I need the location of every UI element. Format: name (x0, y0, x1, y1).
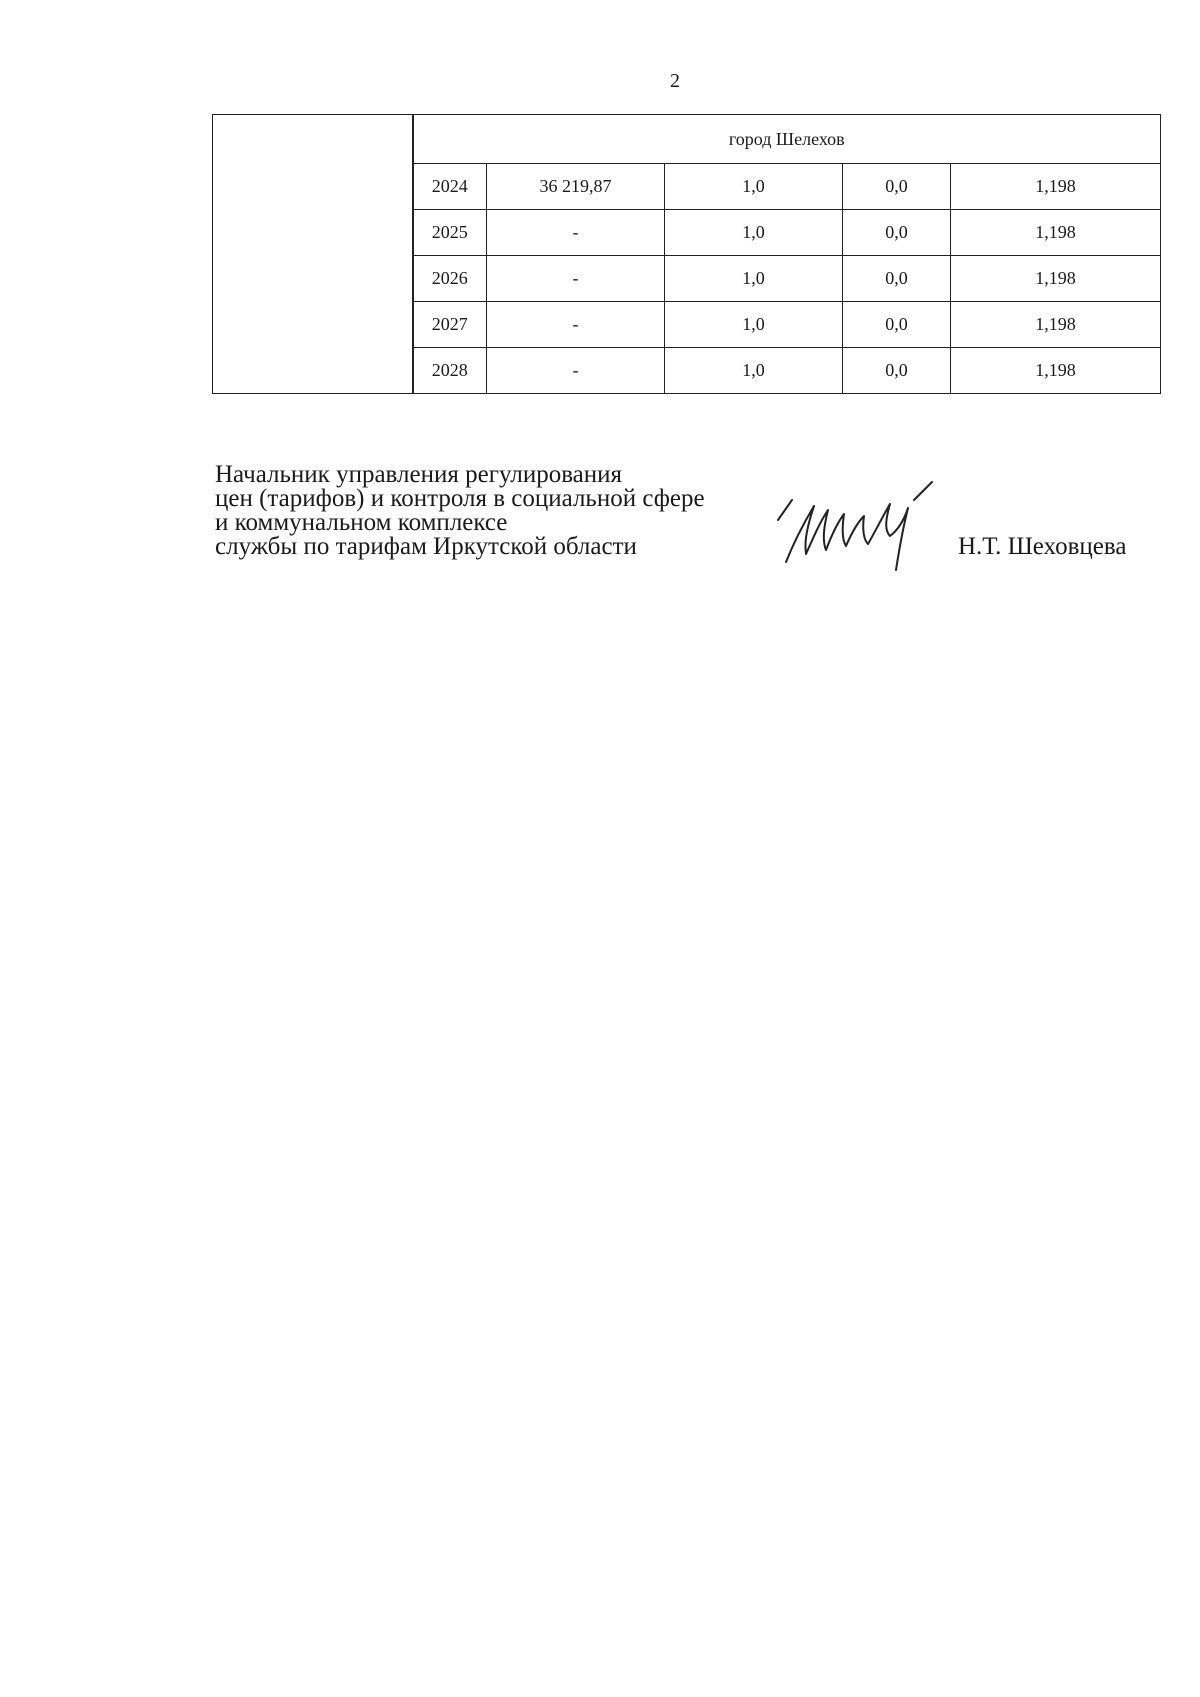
handwritten-signature (772, 474, 962, 574)
col3-cell: 1,0 (665, 302, 843, 348)
tariff-table (212, 114, 1161, 394)
year-cell: 2026 (413, 256, 487, 302)
col5-cell: 1,198 (951, 302, 1161, 348)
year-cell: 2024 (413, 164, 487, 210)
col3-cell: 1,0 (665, 348, 843, 394)
year-cell: 2027 (413, 302, 487, 348)
col4-cell: 0,0 (843, 164, 951, 210)
col3-cell: 1,0 (665, 210, 843, 256)
position-line: и коммунальном комплексе (215, 509, 508, 536)
year-cell: 2028 (413, 348, 487, 394)
position-line: цен (тарифов) и контроля в социальной сфере (215, 485, 705, 512)
year-cell: 2025 (413, 210, 487, 256)
city-name-cell: город Шелехов (413, 115, 1161, 164)
col4-cell: 0,0 (843, 210, 951, 256)
col5-cell: 1,198 (951, 210, 1161, 256)
value-cell: - (487, 302, 665, 348)
table-row-city (213, 115, 1161, 164)
col4-cell: 0,0 (843, 348, 951, 394)
blank-cell (213, 115, 413, 394)
position-line: Начальник управления регулирования (215, 461, 623, 488)
value-cell: - (487, 210, 665, 256)
col5-cell: 1,198 (951, 256, 1161, 302)
value-cell: 36 219,87 (487, 164, 665, 210)
value-cell: - (487, 348, 665, 394)
value-cell: - (487, 256, 665, 302)
col4-cell: 0,0 (843, 302, 951, 348)
signer-position (215, 463, 705, 559)
col5-cell: 1,198 (951, 348, 1161, 394)
col4-cell: 0,0 (843, 256, 951, 302)
col5-cell: 1,198 (951, 164, 1161, 210)
col3-cell: 1,0 (665, 256, 843, 302)
col3-cell: 1,0 (665, 164, 843, 210)
signer-name: Н.Т. Шеховцева (958, 533, 1127, 560)
position-line: службы по тарифам Иркутской области (215, 533, 637, 560)
page-number: 2 (670, 70, 680, 92)
